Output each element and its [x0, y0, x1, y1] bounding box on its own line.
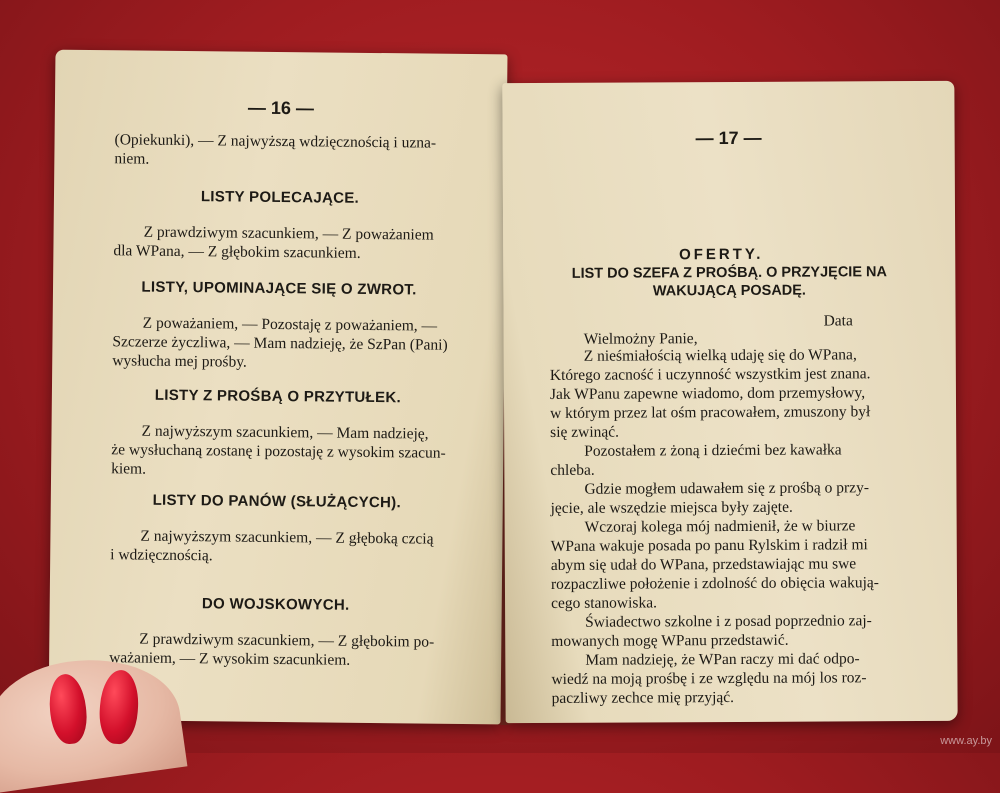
- body-line: rozpaczliwe położenie i zdolność do obięcia wakują-: [550, 574, 879, 593]
- section2-line-1: Z poważaniem, — Pozostaję z poważaniem, —: [142, 314, 438, 335]
- section-title-military: DO WOJSKOWYCH.: [201, 595, 350, 614]
- section1-line-1: Z prawdziwym szacunkiem, — Z poważaniem: [143, 223, 434, 244]
- body-line: abym się udał do WPana, przedstawiając mu swe: [550, 555, 857, 574]
- section-title-shelter: LISTY Z PROŚBĄ O PRZYTUŁEK.: [154, 386, 402, 407]
- section5-line-1: Z prawdziwym szacunkiem, — Z głębokim po-: [139, 630, 435, 651]
- offer-subtitle-line-1: LIST DO SZEFA Z PROŚBĄ. O PRZYJĘCIE NA: [571, 264, 888, 282]
- section4-line-2: i wdzięcznością.: [110, 546, 213, 565]
- section2-line-3: wysłucha mej prośby.: [112, 352, 247, 371]
- offers-title: OFERTY.: [679, 245, 764, 264]
- body-line: Jak WPanu zapewne wiadomo, dom przemysłowy,: [549, 384, 866, 403]
- body-line: Pozostałem z żoną i dziećmi bez kawałka: [584, 441, 842, 460]
- page-number-left: — 16 —: [247, 97, 315, 119]
- right-page: [502, 81, 957, 723]
- page-number-right: — 17 —: [695, 127, 762, 149]
- salutation: Wielmożny Panie,: [583, 330, 698, 348]
- body-line: Z nieśmiałością wielką udaję się do WPana,: [583, 346, 857, 365]
- date-label: Data: [823, 312, 853, 330]
- section-title-masters: LISTY DO PANÓW (SŁUŻĄCYCH).: [152, 491, 402, 512]
- body-line: cego stanowiska.: [551, 594, 657, 612]
- body-line: Gdzie mogłem udawałem się z prośbą o przy-: [584, 479, 870, 498]
- body-line: w którym przez lat ośm pracowałem, zmuszony był: [550, 403, 871, 422]
- watermark: www.ay.by: [940, 735, 992, 747]
- body-line: Świadectwo szkolne i z posad poprzednio zaj-: [585, 612, 872, 631]
- body-line: wiedź na moją prośbę i ze względu na mój los roz-: [551, 669, 867, 688]
- body-line: Mam nadzieję, że WPan raczy mi dać odpo-: [585, 650, 860, 669]
- body-line: WPana wakuje posada po panu Rylskim i radził mi: [550, 536, 868, 555]
- offer-subtitle-line-2: WAKUJĄCĄ POSADĘ.: [652, 282, 806, 300]
- section1-line-2: dla WPana, — Z głębokim szacunkiem.: [113, 242, 361, 262]
- section3-line-1: Z najwyższym szacunkiem, — Mam nadzieję,: [141, 422, 429, 443]
- section4-line-1: Z najwyższym szacunkiem, — Z głęboką czcią: [140, 527, 434, 548]
- left-page: [49, 50, 508, 725]
- body-line: paczliwy zechce mię przyjąć.: [551, 688, 735, 707]
- body-line: Wczoraj kolega mój nadmienił, że w biurze: [584, 517, 856, 536]
- intro-line-2: niem.: [114, 150, 150, 168]
- body-line: chleba.: [550, 461, 595, 479]
- body-line: się zwinąć.: [550, 423, 620, 441]
- section2-line-2: Szczerze życzliwa, — Mam nadzieję, że SzPan (Pani): [112, 333, 448, 354]
- section-title-return: LISTY, UPOMINAJĄCE SIĘ O ZWROT.: [141, 278, 417, 299]
- body-line: mowanych mogę WPanu przedstawić.: [551, 631, 789, 650]
- section3-line-2: że wysłuchaną zostanę i pozostaję z wysokim szacun-: [111, 441, 446, 462]
- section5-line-2: ważaniem, — Z wysokim szacunkiem.: [109, 649, 351, 669]
- section-title-recommendation: LISTY POLECAJĄCE.: [200, 188, 360, 207]
- intro-line-1: (Opiekunki), — Z najwyższą wdzięcznością i uzna-: [114, 131, 437, 152]
- body-line: Którego zacność i uczynność wszystkim jest znana.: [549, 365, 871, 384]
- section3-line-3: kiem.: [111, 460, 147, 478]
- body-line: jęcie, ale wszędzie miejsca były zajęte.: [550, 498, 793, 517]
